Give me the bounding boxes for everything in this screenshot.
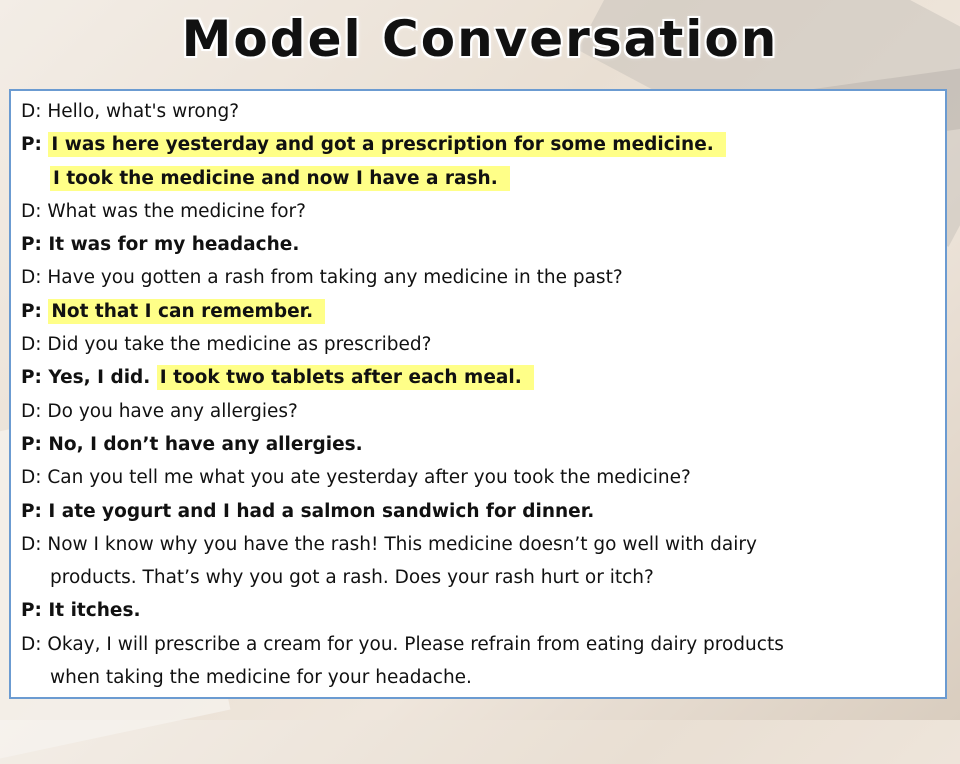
page-title: Model Conversation xyxy=(181,10,779,68)
speaker-label: D: xyxy=(21,400,42,422)
line-text: Okay, I will prescribe a cream for you. Please refrain from eating dairy products xyxy=(47,633,784,655)
line-text: Hello, what's wrong? xyxy=(47,101,240,122)
line-text: It was for my headache. xyxy=(48,234,300,256)
line-text: when taking the medicine for your headache. xyxy=(50,667,472,689)
doctor-line xyxy=(21,95,945,128)
speaker-label: P: xyxy=(21,433,42,455)
doctor-line xyxy=(21,395,945,428)
line-text: I ate yogurt and I had a salmon sandwich for dinner. xyxy=(48,500,595,522)
line-text: What was the medicine for? xyxy=(47,200,306,222)
speaker-label: D: xyxy=(21,101,42,122)
patient-line xyxy=(21,295,945,328)
line-text: Have you gotten a rash from taking any medicine in the past? xyxy=(47,267,623,289)
doctor-line xyxy=(21,528,945,561)
patient-line xyxy=(21,128,945,161)
doctor-line xyxy=(21,461,945,494)
line-text: Yes, I did. xyxy=(48,367,151,389)
speaker-label: P: xyxy=(21,134,42,156)
highlighted-text: Not that I can remember. xyxy=(48,299,325,324)
speaker-label: D: xyxy=(21,467,42,489)
speaker-label: P: xyxy=(21,367,42,389)
highlighted-text: I took the medicine and now I have a rash. xyxy=(50,166,510,191)
doctor-line xyxy=(21,261,945,294)
speaker-label: P: xyxy=(21,500,42,522)
line-text: No, I don’t have any allergies. xyxy=(48,433,363,455)
line-text: products. That’s why you got a rash. Does your rash hurt or itch? xyxy=(50,567,654,589)
conversation-panel xyxy=(9,89,947,699)
patient-line xyxy=(21,428,945,461)
line-text: It itches. xyxy=(48,600,141,622)
speaker-label: D: xyxy=(21,267,42,289)
speaker-label: D: xyxy=(21,633,42,655)
doctor-line-continuation xyxy=(21,561,945,594)
doctor-line xyxy=(21,195,945,228)
patient-line xyxy=(21,361,945,394)
patient-line xyxy=(21,495,945,528)
speaker-label: P: xyxy=(21,300,42,322)
speaker-label: D: xyxy=(21,533,42,555)
speaker-label: P: xyxy=(21,234,42,256)
line-text: Did you take the medicine as prescribed? xyxy=(47,334,432,356)
patient-line xyxy=(21,228,945,261)
doctor-line xyxy=(21,328,945,361)
speaker-label: D: xyxy=(21,200,42,222)
speaker-label: D: xyxy=(21,334,42,356)
highlighted-text: I took two tablets after each meal. xyxy=(157,365,534,390)
doctor-line xyxy=(21,628,945,661)
patient-line-continuation xyxy=(21,162,945,195)
line-text: Now I know why you have the rash! This medicine doesn’t go well with dairy xyxy=(47,533,757,555)
line-text: Can you tell me what you ate yesterday after you took the medicine? xyxy=(47,467,691,489)
speaker-label: P: xyxy=(21,600,42,622)
line-text: Do you have any allergies? xyxy=(47,400,298,422)
doctor-line-continuation xyxy=(21,661,945,694)
patient-line xyxy=(21,594,945,627)
highlighted-text: I was here yesterday and got a prescription for some medicine. xyxy=(48,132,725,157)
